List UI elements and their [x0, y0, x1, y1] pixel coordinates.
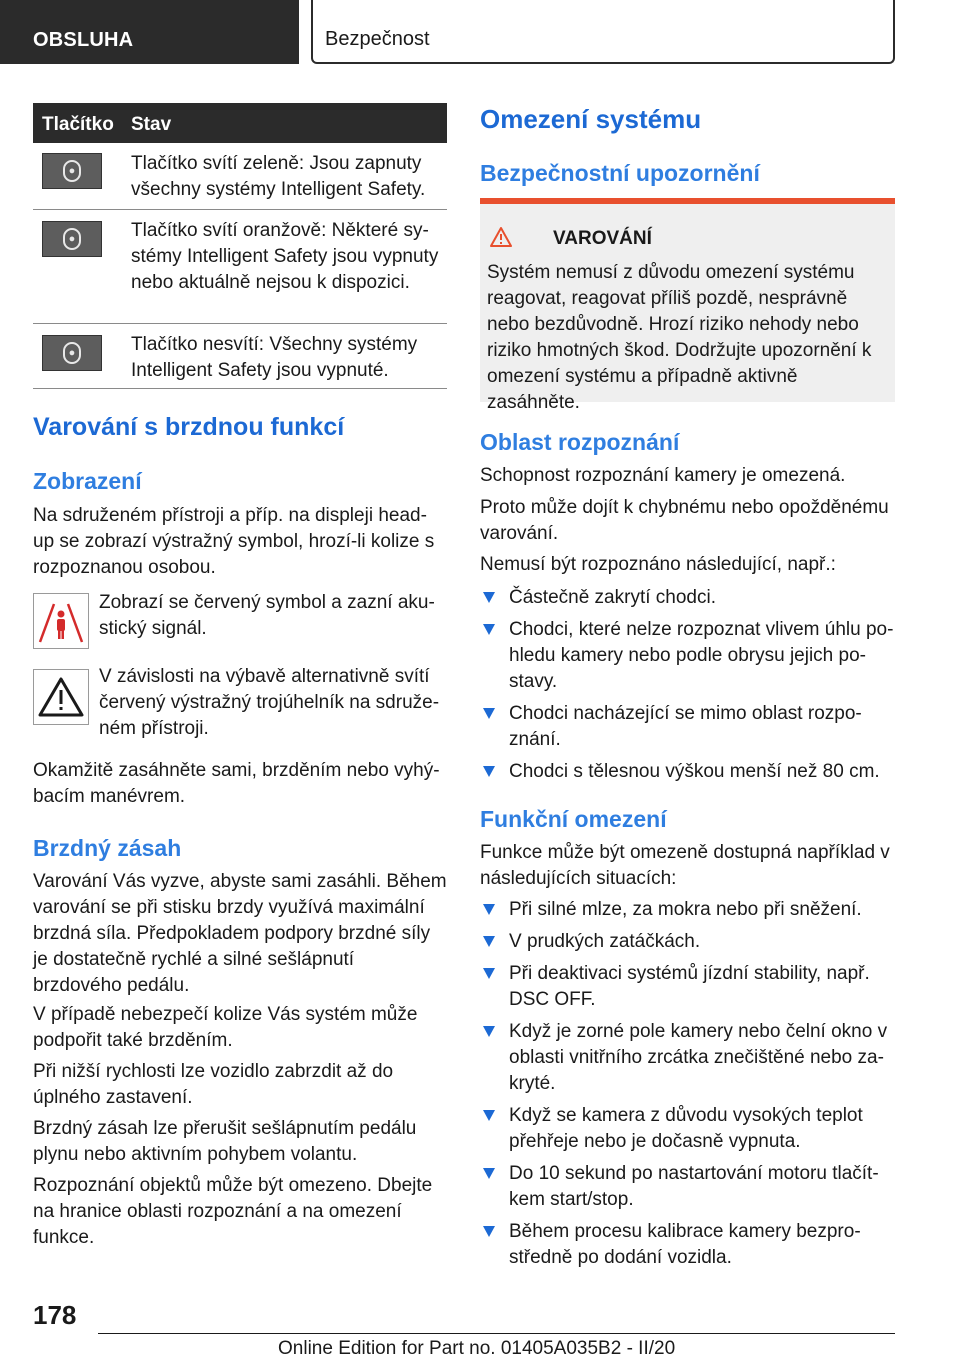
table-header: [33, 103, 447, 143]
edition-text: Online Edition for Part no. 01405A035B2 - II/20: [278, 1338, 676, 1359]
brake-paragraph-2: V případě nebezpečí kolize Vás systém může podpořit také brzděním.: [33, 1004, 418, 1051]
heading-system-limits: Omezení systému: [480, 104, 702, 134]
table-row: [33, 210, 447, 324]
list-item: Při deaktivaci systémů jízdní stability, např. DSC OFF.: [480, 961, 895, 1013]
list-item: Chodci nacházející se mimo oblast rozpoznání.: [480, 701, 895, 753]
list-item: Když je zorné pole kamery nebo čelní okno v oblasti vnitřního zrcátka znečištěné nebo zakryté.: [480, 1019, 895, 1097]
intelligent-safety-orange-icon: ●: [42, 221, 102, 257]
warning-title: VAROVÁNÍ: [553, 228, 652, 249]
row-state: Tlačítko nesvítí: Všechny systémy Intelligent Safety jsou vypnuté.: [131, 334, 418, 381]
list-item: Chodci, které nelze rozpoznat vlivem úhlu pohledu kamery nebo podle obrysu jejich postavy.: [480, 617, 895, 695]
list-item: Chodci s tělesnou výškou menší než 80 cm.: [480, 759, 895, 785]
intelligent-safety-green-icon: ●: [42, 153, 102, 189]
brake-paragraph-5: Rozpoznání objektů může být omezeno. Dbejte na hranice oblasti rozpoznání a na omezení funkce.: [33, 1175, 433, 1248]
section-title: OBSLUHA: [33, 29, 134, 51]
detection-limits-list: [480, 585, 895, 791]
list-item: Během procesu kalibrace kamery bezprostředně po dodání vozidla.: [480, 1219, 895, 1271]
col-header-button: Tlačítko: [42, 114, 114, 135]
warning-triangle-icon: [33, 669, 89, 725]
table-row: [33, 143, 447, 210]
chapter-tab: [311, 0, 895, 64]
heading-safety-notes: Bezpečnostní upozornění: [480, 160, 760, 186]
list-item: V prudkých zatáčkách.: [480, 929, 895, 955]
footer-divider: [98, 1333, 895, 1334]
icon2-text: V závislosti na výbavě alternativně svítí červený výstražný trojúhelník na sdruženém přístroji.: [99, 666, 440, 739]
caution-icon: [489, 226, 513, 248]
function-paragraph: Funkce může být omezeně dostupná například v následujících situacích:: [480, 842, 890, 889]
heading-function-limits: Funkční omezení: [480, 806, 667, 832]
brake-paragraph-1: Varování Vás vyzve, abyste sami zasáhli. Během varování se při stisku brzdy využívá maximální brzdná síla. Předpokladem podpory brzdné síly je dostatečně rychlé a silné sešlápnutí brzdového pedálu.: [33, 871, 447, 996]
list-item: Při silné mlze, za mokra nebo při sněžení.: [480, 897, 895, 923]
heading-brake-warning: Varování s brzdnou funkcí: [33, 413, 345, 441]
intelligent-safety-off-icon: ●: [42, 335, 102, 371]
list-item: Když se kamera z důvodu vysokých teplot přehřeje nebo je dočasně vypnuta.: [480, 1103, 895, 1155]
heading-brake-intervention: Brzdný zásah: [33, 835, 182, 861]
col-header-state: Stav: [131, 114, 172, 135]
list-item: Částečně zakrytí chodci.: [480, 585, 895, 611]
page-number: 178: [33, 1300, 77, 1330]
chapter-title: Bezpečnost: [325, 28, 430, 50]
brake-paragraph-3: Při nižší rychlosti lze vozidlo zabrzdit až do úplného zastavení.: [33, 1061, 394, 1108]
detect-paragraph-3: Nemusí být rozpoznáno následující, např.:: [480, 554, 836, 575]
react-text: Okamžitě zasáhněte sami, brzděním nebo vyhýbacím manévrem.: [33, 760, 440, 807]
table-row: [33, 324, 447, 389]
warning-text: Systém nemusí z důvodu omezení systému reagovat, reagovat příliš pozdě, nesprávně nebo bezdůvodně. Hrozí riziko nehody nebo riziko hmotných škod. Dodržujte upozornění k omezení systému a případně aktivně zasáhněte.: [487, 262, 872, 413]
icon1-text: Zobrazí se červený symbol a zazní akustický signál.: [99, 592, 435, 639]
heading-display: Zobrazení: [33, 468, 142, 494]
detect-paragraph-1: Schopnost rozpoznání kamery je omezená.: [480, 465, 846, 486]
function-limits-list: [480, 897, 895, 1277]
pedestrian-warning-icon: [33, 593, 89, 649]
warning-box: [480, 198, 895, 413]
display-text: Na sdruženém přístroji a příp. na displeji head-up se zobrazí výstražný symbol, hrozí-li kolize s rozpoznanou osobou.: [33, 505, 435, 578]
detect-paragraph-2: Proto může dojít k chybnému nebo opožděnému varování.: [480, 497, 889, 544]
section-tab: [0, 0, 299, 64]
heading-detection-area: Oblast rozpoznání: [480, 429, 680, 455]
status-table: [33, 103, 447, 389]
row-state: Tlačítko svítí zeleně: Jsou zapnuty všechny systémy Intelligent Safety.: [131, 153, 426, 200]
brake-paragraph-4: Brzdný zásah lze přerušit sešlápnutím pedálu plynu nebo aktivním pohybem volantu.: [33, 1118, 417, 1165]
row-state: Tlačítko svítí oranžově: Některé systémy Intelligent Safety jsou vypnuty nebo aktuálně nejsou k dispozici.: [131, 220, 439, 293]
list-item: Do 10 sekund po nastartování motoru tlačítkem start/stop.: [480, 1161, 895, 1213]
